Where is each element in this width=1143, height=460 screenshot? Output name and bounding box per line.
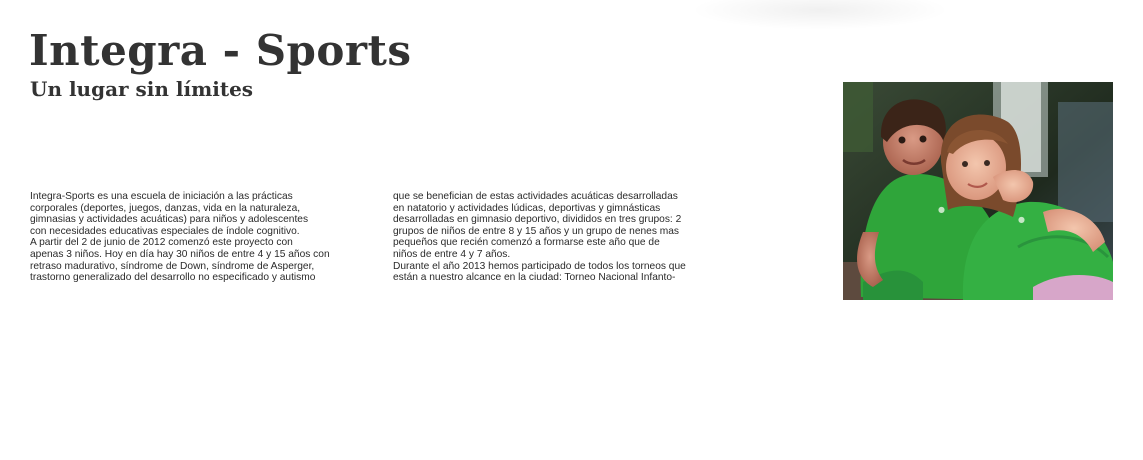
text-line: están a nuestro alcance en la ciudad: Torneo Nacional Infanto- xyxy=(393,272,676,284)
children-photo xyxy=(843,82,1113,300)
text-line: en natatorio y actividades lúdicas, deportivas y gimnásticas xyxy=(393,202,661,214)
text-line: pequeños que recién comenzó a formarse este año que de xyxy=(393,237,660,249)
page-title: Integra - Sports xyxy=(29,26,412,75)
text-line: con necesidades educativas especiales de índole cognitivo. xyxy=(30,225,300,237)
text-line: grupos de niños de entre 8 y 15 años y un grupo de nenes mas xyxy=(393,225,680,237)
text-line: retraso madurativo, síndrome de Down, síndrome de Asperger, xyxy=(30,260,315,272)
svg-text:●: ● xyxy=(1018,215,1025,224)
body-text-right-column xyxy=(393,191,686,284)
text-line: Durante el año 2013 hemos participado de todos los torneos que xyxy=(393,260,686,272)
text-line: gimnasias y actividades acuáticas) para niños y adolescentes xyxy=(30,214,309,226)
text-line: que se benefician de estas actividades acuáticas desarrolladas xyxy=(393,191,678,202)
text-line: A partir del 2 de junio de 2012 comenzó este proyecto con xyxy=(30,237,293,249)
body-text-left-column xyxy=(30,191,330,284)
decorative-glow xyxy=(690,0,950,30)
text-line: trastorno generalizado del desarrollo no especificado y autismo xyxy=(30,272,316,284)
text-line: corporales (deportes, juegos, danzas, vida en la naturaleza, xyxy=(30,202,301,214)
text-line: niños de entre 4 y 7 años. xyxy=(393,248,511,260)
page-subtitle: Un lugar sin límites xyxy=(30,77,254,101)
children-photo-illustration xyxy=(843,82,1113,300)
text-line: apenas 3 niños. Hoy en día hay 30 niños de entre 4 y 15 años con xyxy=(30,248,330,260)
svg-text:●: ● xyxy=(938,205,945,214)
text-line: Integra-Sports es una escuela de iniciación a las prácticas xyxy=(30,191,293,202)
text-line: desarrolladas en gimnasio deportivo, divididos en tres grupos: 2 xyxy=(393,214,682,226)
